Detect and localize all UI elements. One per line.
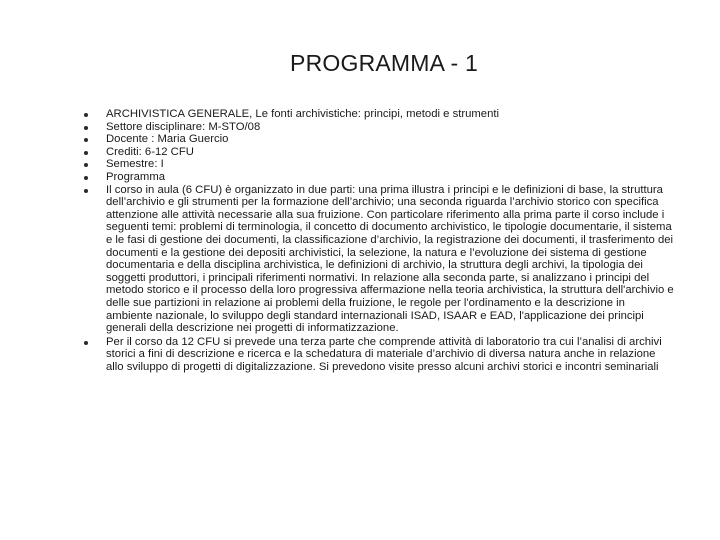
bullet-icon: [84, 341, 88, 345]
bullet-item-sector: [84, 121, 674, 134]
bullet-item-description-12cfu: [84, 336, 674, 374]
bullet-item-credits: [84, 146, 674, 159]
bullet-icon: [84, 189, 88, 193]
bullet-icon: [84, 176, 88, 180]
bullet-text: ARCHIVISTICA GENERALE, Le fonti archivistiche: principi, metodi e strumenti: [106, 108, 500, 120]
bullet-icon: [84, 163, 88, 167]
bullet-item-semester: [84, 158, 674, 171]
slide-title: PROGRAMMA - 1: [290, 50, 478, 76]
bullet-text: Settore disciplinare: M-STO/08: [106, 120, 261, 133]
bullet-item-teacher: [84, 133, 674, 146]
bullet-icon: [84, 151, 88, 155]
bullet-icon: [84, 126, 88, 130]
bullet-text: Crediti: 6-12 CFU: [106, 145, 194, 158]
bullet-item-program: [84, 171, 674, 184]
bullet-text: Per il corso da 12 CFU si prevede una terza parte che comprende attività di laboratorio tra cui l’analisi di archivi storici a fini di descrizione e ricerca e la schedatura di materiale d’archivio di diversa natura anche in relazione allo sviluppo di progetti di digitalizzazione. Si prevedono visite presso alcuni archivi storici e incontri seminariali: [106, 335, 662, 373]
bullet-item-course: [84, 108, 674, 121]
bullet-icon: [84, 113, 88, 117]
bullet-text: Il corso in aula (6 CFU) è organizzato in due parti: una prima illustra i principi e le definizioni di base, la struttura dell’archivio e gli strumenti per la formazione dell’archivio; una seconda riguarda l’archivio storico con specifica attenzione alle attività necessarie alla sua fruizione. Con particolare riferimento alla prima parte il corso include i seguenti temi: problemi di terminologia, il concetto di documento archivistico, le tipologie documentarie, il sistema e le fasi di gestione dei documenti, la classificazione d’archivio, la registrazione dei documenti, il trasferimento dei documenti e la gestione dei depositi archivistici, la selezione, la natura e l’evoluzione dei sistema di gestione documentaria e della disciplina archivistica, le definizioni di archivio, la struttura degli archivi, la tipologia dei soggetti produttori, i principali riferimenti normativi. In relazione alla seconda parte, si analizzano i principi del metodo storico e il processo della loro progressiva affermazione nella teoria archivistica, la struttura dell'archivio e delle sue partizioni in relazione ai problemi della fruizione, le regole per l'ordinamento e la descrizione in ambiente nazionale, lo sviluppo degli standard internazionali ISAD, ISAAR e EAD, l'applicazione dei principi generali della descrizione nei progetti di informatizzazione.: [106, 183, 674, 335]
bullet-icon: [84, 138, 88, 142]
bullet-text: Programma: [106, 170, 166, 183]
bullet-item-description-6cfu: [84, 184, 674, 335]
bullet-list: [84, 108, 674, 373]
bullet-text: Semestre: I: [106, 158, 164, 171]
bullet-text: Docente : Maria Guercio: [106, 133, 229, 146]
